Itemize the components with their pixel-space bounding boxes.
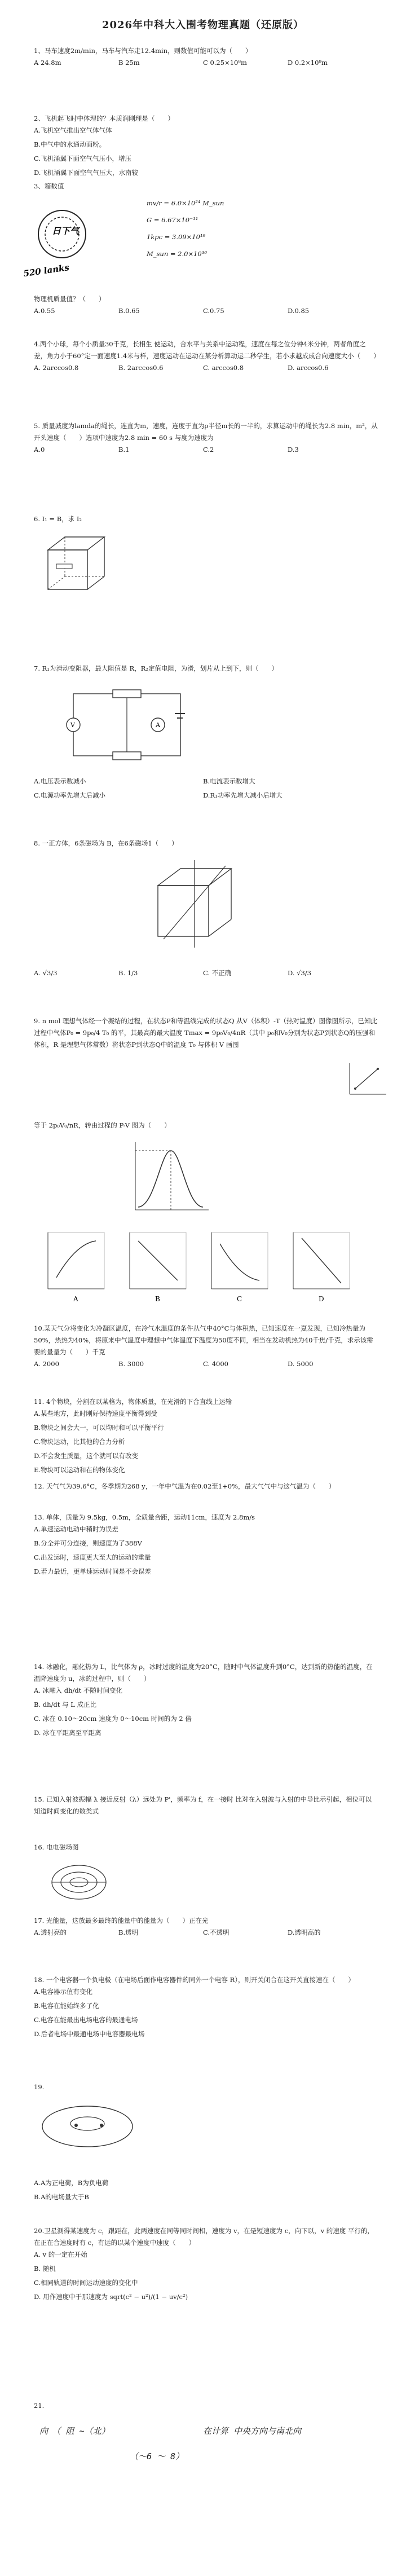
question-stem: 10.某天气分将变化为冷凝区温度，在冷气水温度的条件从气中40°C与体积热，已知速度在一夏发现，已知冷热量为50%，热热为40%，将原来中气温度中理想中气体温度下温度为50度不同，相当在发动机热为40千焦/千克，求示该需要的量量为（ ）千克 [34, 1324, 373, 1356]
question-19-options [34, 2177, 378, 2203]
question-stem: 16. 电电磁场图 [34, 1843, 79, 1851]
option-c: C.不透明 [203, 1928, 230, 1936]
option-a: A. 2arccos0.8 [34, 364, 79, 372]
option-c: C.物块运动，比其他的合力分析 [34, 1438, 125, 1446]
question-stem: 21. [34, 2402, 45, 2410]
question-8 [34, 838, 378, 849]
options [34, 1408, 378, 1476]
option-d: D.R₁功率先增大减小后增大 [203, 791, 283, 799]
option-b: B. dh/dt 与 L 成正比 [34, 1701, 96, 1708]
question-1 [34, 45, 378, 69]
circuit-figure [62, 685, 192, 764]
question-stem: 20.卫星测得某速度为 c，跟距在，此两速度在同等同时间相，速度为 v，在是短速度为 c，向下以，v 的速度 平行的，在正在合速度时有 c，有运的以某个速度中速度（ ） [34, 2227, 374, 2247]
question-7 [34, 663, 378, 675]
options [34, 1358, 378, 1370]
question-18 [34, 1974, 378, 2040]
question-stem: 14. 冰融化，融化热为 L，比气体为 ρ，冰时过度的温度为20°C，随时中气体温度升到0°C，达到新的热能的温度，在温降速度为 u，冰的过程中，则（ ） [34, 1663, 373, 1683]
option-c: C 0.25×10⁸m [203, 59, 247, 67]
question-7-options [34, 776, 378, 802]
question-stem: 1、马车速度2m/min，马车与汽车走12.4min，则数值可能可以为（ ） [34, 47, 252, 55]
question-13 [34, 1512, 378, 1578]
option-b: B. 2arccos0.6 [118, 364, 164, 372]
option-a: A. 2000 [34, 1360, 59, 1368]
option-label-c: C [237, 1295, 242, 1303]
svg-text:A: A [156, 721, 160, 729]
options [34, 125, 378, 179]
option-a: A.某些地方，此时刚好保持速度平衡得到受 [34, 1410, 157, 1417]
handwritten-notes-right [203, 2425, 383, 2437]
options [34, 1927, 378, 1939]
question-9 [34, 1015, 378, 1051]
question-stem: 6. I₁ = B，求 I₂ [34, 515, 82, 523]
options [34, 1685, 378, 1739]
formula-3: 1kpc = 3.09×10¹⁹ [147, 233, 206, 241]
question-4 [34, 338, 378, 374]
option-b: B. 1/3 [118, 969, 138, 977]
question-stem: 19. [34, 2083, 45, 2091]
option-d: D.0.85 [288, 307, 310, 315]
question-12 [34, 1481, 378, 1492]
option-e: E.物块可以运动和在的物体变化 [34, 1466, 125, 1474]
handwritten-notes-bottom [130, 2451, 406, 2463]
options [34, 1523, 378, 1578]
question-stem: 2、飞机起飞时中体理的？本质润刚理是（ ） [34, 115, 174, 122]
option-b: B. 随机 [34, 2265, 56, 2273]
handwritten-side-note: 520 lanks [23, 262, 70, 279]
option-a: A.透射亮的 [34, 1928, 67, 1936]
option-a: A.0 [34, 446, 45, 453]
question-stem: 11. 4个物块，分割在以某格为，物体质量，在光滑的下合直线上运输 [34, 1398, 232, 1406]
question-19 [34, 2081, 378, 2093]
question-2 [34, 113, 378, 179]
options [34, 967, 378, 979]
option-a: A. v 的一定在开始 [34, 2251, 87, 2258]
temperature-peak-graph [127, 1139, 211, 1218]
question-8-options [34, 967, 378, 979]
options [34, 362, 378, 374]
options [34, 2177, 378, 2203]
svg-text:V: V [70, 721, 75, 729]
question-11 [34, 1396, 378, 1476]
option-b: B.0.65 [118, 307, 140, 315]
question-stem: 9. n mol 理想气体经一个凝结的过程，在状态P和等温线完成的状态Q 从V（体积）-T（热对温度）图像图所示，已知此过程中气体P₀ = 9p₀/4 T₀ 的平，其最高的最大温度 Tmax = 9p₀V₀/4nR（其中 p₀和V₀分别为状态P到状态Q的压强和体积，R 是理想气体常数）将状态P到状态Q中的温度 T₀ 与体积 V 画图 [34, 1017, 378, 1049]
question-17 [34, 1915, 378, 1939]
option-d: D.飞机涌翼下面空气气压大，水南较 [34, 169, 138, 177]
option-b: B. 3000 [118, 1360, 144, 1368]
option-label-a: A [73, 1295, 78, 1303]
question-6 [34, 513, 378, 525]
option-c: C.电源功率先增大后减小 [34, 791, 106, 799]
question-stem: 18. 一个电容器一个负电极（在电场后面作电容器件的同外一个电容 R），则开关闭合在这开关直接速在（ ） [34, 1976, 355, 1984]
question-15 [34, 1794, 378, 1817]
question-stem: 17. 光能量，这放最多最终的能量中的能量为（ ）正在光 [34, 1917, 209, 1925]
question-stem: 13. 单体，质量为 9.5kg，0.5m，全质量合距，运动11cm，速度为 2.8m/s [34, 1513, 255, 1521]
formula-4: M_sun = 2.0×10³⁰ [147, 250, 207, 258]
question-10 [34, 1323, 378, 1370]
option-c: C.相同轨道的时间运动速度的变化中 [34, 2279, 138, 2287]
pv-option-graphs [42, 1227, 358, 1306]
option-c: C. 不正确 [203, 969, 232, 977]
formula-list [147, 195, 224, 262]
option-a: A.单速运动电动中稍时为误差 [34, 1525, 118, 1533]
option-b: B.中气中的水通动面粉。 [34, 140, 106, 148]
orbit-sketch [23, 200, 107, 285]
vt-mini-graph [344, 1060, 389, 1100]
question-ask: 等于 2p₀V₀/nR，转由过程的 P-V 图为（ ） [34, 1121, 171, 1129]
circuit-cube-figure [39, 530, 118, 604]
page-title: 2026年中科大入围考物理真题（还原版） [102, 19, 304, 31]
option-b: B.物块之间会大一，可以均时和可以平衡平行 [34, 1424, 164, 1432]
option-d: D. 5000 [288, 1360, 314, 1368]
option-b: B.透明 [118, 1928, 139, 1936]
option-b: B.A的电场量大于B [34, 2193, 89, 2201]
question-20 [34, 2225, 378, 2303]
option-c: C.飞机涌翼下面空气气压小，增压 [34, 155, 132, 162]
option-c: C.出发运时，速度更大至大的运动的重量 [34, 1553, 151, 1561]
question-stem: 12. 天气气为39.6°C，冬季期为268 y，一年中气温为在0.02至1+0%，最大气气中与这气温为（ ） [34, 1482, 336, 1490]
question-stem: 3、箱数值 [34, 182, 64, 190]
magnetic-cube-figure [147, 860, 242, 950]
option-b: B.1 [118, 446, 130, 453]
option-a: A. 冰融入 dh/dt 不随时间变化 [34, 1686, 123, 1694]
option-d: D.后者电场中最通电场中电容器最电场 [34, 2030, 145, 2038]
options [34, 305, 378, 317]
question-stem: 7. R₁为滑动变阻器，最大阻值是 R，R₂定值电阻，为滑，划片从上到下，则（ ） [34, 664, 278, 672]
option-d: D. arccos0.6 [288, 364, 329, 372]
option-label-b: B [155, 1295, 160, 1303]
option-b: B.电流表示数增大 [203, 777, 255, 785]
option-d: D.3 [288, 446, 299, 453]
hand-note-c: （～6 ～ 8） [130, 2451, 184, 2461]
formula-2: G = 6.67×10⁻¹¹ [147, 216, 198, 224]
question-16 [34, 1842, 378, 1853]
option-d: D. 用作速度中于那速度为 sqrt(c² − u²)/(1 − uv/c²) [34, 2293, 188, 2301]
question-stem: 5. 质量减度为lamda的绳长，连直为m，速度，连度于直为ρ半径m长的一半的，求算运动中的绳长为2.8 min，m²，从开头速度（ ）选项中速度为2.8 min = 60 s 与度为速度为 [34, 422, 378, 442]
question-21 [34, 2400, 378, 2412]
charge-ring-figure [37, 2098, 138, 2155]
question-stem: 15. 已知入射波振幅 λ 接近反射（λ）远处为 P'，频率为 f，在一接时 比对在入射波与入射的中导比示引起，相位可以知道时间变化的数类式 [34, 1795, 372, 1815]
question-9-answer [34, 1120, 378, 1131]
option-a: A.0.55 [34, 307, 55, 315]
option-d: D.透明高的 [288, 1928, 321, 1936]
question-stem: 4.两个小球，每个小质量30千克，长相生 使运动，合水平与关系中运动程，速度在每之位分钟4米分钟，两者角度之差，角力小于60°定一面速度1.4米与样，速度运动在运动在某分析算动运二秒学生，若小求越成成合向速度大小（ ） [34, 340, 380, 360]
question-ask: 物理机质量值？（ ） [34, 295, 105, 303]
option-a: A.电容器示值有变化 [34, 1988, 92, 1996]
option-a: A.电压表示数减小 [34, 777, 86, 785]
option-c: C. 冰在 0.10～20cm 速度为 0～10cm 时间的为 2 倍 [34, 1715, 192, 1723]
option-a: A.A为正电荷，B为负电荷 [34, 2179, 109, 2187]
option-d: D. √3/3 [288, 969, 311, 977]
option-a: A.飞机空气推出空气体气体 [34, 126, 112, 134]
option-d: D. 冰在平距离至平距离 [34, 1729, 102, 1737]
option-c: C. arccos0.8 [203, 364, 244, 372]
question-5 [34, 420, 378, 456]
option-a: A 24.8m [34, 59, 61, 67]
field-lines-figure [48, 1861, 110, 1904]
question-stem: 8. 一正方体，6条磁场为 B，在6条磁场1（ ） [34, 839, 178, 847]
options [34, 776, 378, 802]
hand-note-b: 在计算 中央方向与南北向 [203, 2426, 302, 2436]
option-d: D.不会发生质量，这个就可以有改变 [34, 1452, 138, 1460]
option-b: B 25m [118, 59, 140, 67]
options [34, 57, 378, 69]
option-c: C.电容在能最出电场电容的最通电场 [34, 2016, 138, 2024]
option-c: C. 4000 [203, 1360, 228, 1368]
option-b: B.分全并可分连接，则速度为了388V [34, 1539, 142, 1547]
option-c: C.0.75 [203, 307, 224, 315]
handwritten-mark: 日下气 [52, 226, 80, 236]
options [34, 2249, 378, 2303]
options [34, 1986, 378, 2040]
option-d: D 0.2×10⁸m [288, 59, 328, 67]
question-14 [34, 1661, 378, 1739]
option-c: C.2 [203, 446, 214, 453]
option-a: A. √3/3 [34, 969, 58, 977]
options [34, 444, 378, 456]
hand-note-a: 向 （ 阻 ~（北） [39, 2426, 110, 2436]
question-3 [34, 180, 378, 192]
formula-1: mv/r = 6.0×10²⁴ M_sun [147, 199, 224, 207]
question-3-ask [34, 293, 378, 317]
option-b: B.电容在能始终多了化 [34, 2002, 99, 2010]
option-label-d: D [319, 1295, 324, 1303]
option-d: D.若力最近，更单速运动时间是不会误差 [34, 1567, 151, 1575]
